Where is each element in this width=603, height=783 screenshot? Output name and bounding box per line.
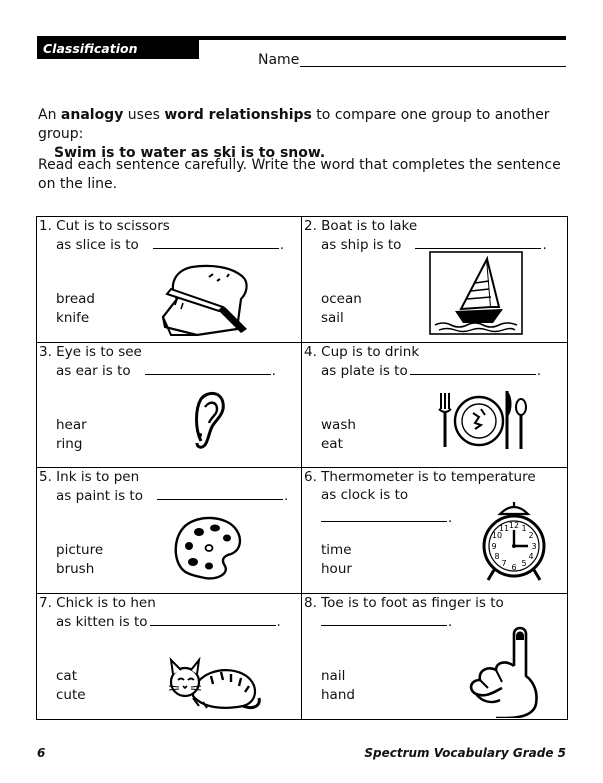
option-5a: picture — [56, 542, 104, 558]
kitten-icon — [163, 654, 263, 712]
exercise-item-3: 3. Eye is to see as ear is to . hear ring — [37, 343, 302, 469]
plate-utensils-icon — [435, 387, 530, 453]
answer-blank-5[interactable] — [157, 487, 283, 500]
option-6b: hour — [321, 561, 352, 577]
svg-text:5: 5 — [521, 559, 527, 568]
option-4b: eat — [321, 435, 343, 452]
svg-text:3: 3 — [531, 542, 537, 551]
bread-knife-icon — [157, 259, 252, 339]
option-1a: bread — [56, 291, 95, 307]
option-8a: nail — [321, 667, 346, 684]
paint-palette-icon — [171, 514, 245, 580]
item-prompt-cont: as clock is to — [321, 487, 409, 503]
item-prompt: 2. Boat is to lake — [304, 218, 418, 234]
option-8b: hand — [321, 686, 355, 703]
example-analogy: Swim is to water as ski is to snow. — [54, 145, 326, 161]
svg-text:8: 8 — [494, 552, 500, 561]
option-3a: hear — [56, 416, 87, 433]
answer-blank-3[interactable] — [145, 362, 271, 375]
section-tab: Classification — [37, 39, 199, 59]
svg-text:9: 9 — [491, 542, 497, 551]
option-1b: knife — [56, 310, 90, 326]
sailboat-icon — [429, 251, 523, 335]
option-6a: time — [321, 542, 352, 558]
exercise-item-2: 2. Boat is to lake as ship is to . ocean sail — [302, 217, 567, 343]
item-prompt: 4. Cup is to drink — [304, 343, 420, 360]
item-prompt: 3. Eye is to see — [39, 343, 142, 360]
svg-text:7: 7 — [501, 559, 507, 568]
answer-blank-4[interactable] — [410, 362, 536, 375]
item-prompt-cont: as plate is to — [321, 362, 408, 379]
item-prompt: 5. Ink is to pen — [39, 469, 140, 485]
exercise-item-1: 1. Cut is to scissors as slice is to . bread knife — [37, 217, 302, 343]
answer-blank-1[interactable] — [153, 236, 279, 249]
exercise-item-6: 6. Thermometer is to temperature as clock is to . time hour 12 1 2 3 4 5 6 7 8 9 10 11 — [302, 468, 567, 594]
name-label: Name — [258, 52, 300, 68]
item-prompt-cont: as ear is to — [56, 362, 131, 379]
answer-blank-2[interactable] — [415, 236, 541, 249]
exercise-item-5: 5. Ink is to pen as paint is to . picture brush — [37, 468, 302, 594]
item-prompt-cont: as paint is to — [56, 488, 143, 504]
option-2a: ocean — [321, 291, 362, 307]
option-4a: wash — [321, 416, 356, 433]
name-field[interactable] — [300, 66, 566, 67]
page-number: 6 — [37, 746, 46, 760]
option-3b: ring — [56, 435, 83, 452]
option-7b: cute — [56, 686, 86, 703]
item-prompt: 7. Chick is to hen — [39, 594, 156, 611]
svg-text:6: 6 — [511, 563, 517, 572]
exercise-item-4: 4. Cup is to drink as plate is to . wash eat — [302, 343, 567, 469]
item-prompt-cont: as kitten is to — [56, 613, 148, 630]
option-7a: cat — [56, 667, 77, 684]
item-prompt-cont: as slice is to — [56, 237, 139, 253]
exercise-item-7: 7. Chick is to hen as kitten is to . cat cute — [37, 594, 302, 720]
option-2b: sail — [321, 310, 344, 326]
svg-text:2: 2 — [528, 531, 534, 540]
svg-text:12: 12 — [508, 521, 520, 530]
answer-blank-6[interactable] — [321, 509, 447, 522]
answer-blank-8[interactable] — [321, 613, 447, 626]
exercise-grid — [36, 216, 568, 720]
book-title: Spectrum Vocabulary Grade 5 — [364, 746, 566, 760]
answer-blank-7[interactable] — [150, 613, 276, 626]
item-prompt: 1. Cut is to scissors — [39, 218, 170, 234]
instructions: Read each sentence carefully. Write the word that completes the sentence on the line. — [38, 157, 561, 192]
svg-text:1: 1 — [521, 524, 527, 533]
item-prompt-cont: as ship is to — [321, 237, 402, 253]
exercise-item-8: 8. Toe is to foot as finger is to . nail hand — [302, 594, 567, 720]
option-5b: brush — [56, 561, 95, 577]
ear-icon — [191, 389, 227, 451]
item-prompt: 8. Toe is to foot as finger is to — [304, 594, 504, 611]
intro-text: An analogy uses word relationships to compare one group to another group: Swim is to water as ski is to snow. — [38, 106, 568, 163]
pointing-hand-icon — [466, 626, 550, 718]
svg-text:4: 4 — [528, 552, 534, 561]
svg-text:10: 10 — [491, 531, 503, 540]
svg-text:11: 11 — [498, 524, 510, 533]
alarm-clock-icon — [476, 500, 552, 588]
item-prompt: 6. Thermometer is to temperature — [304, 469, 536, 485]
